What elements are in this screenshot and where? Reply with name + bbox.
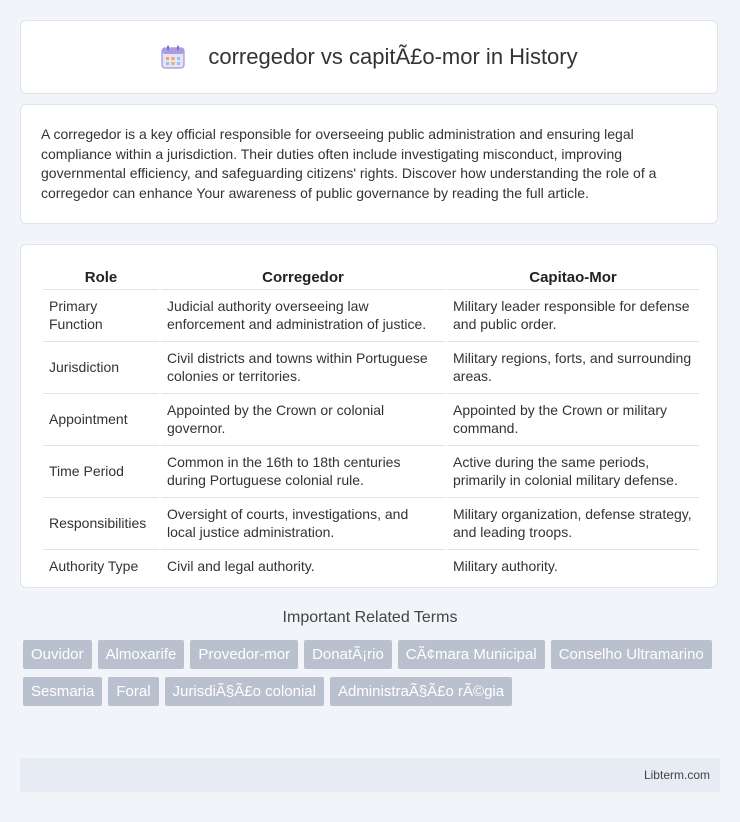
table-cell-corregedor: Judicial authority overseeing law enforcement and administration of justice. [161, 290, 445, 342]
related-term-tag[interactable]: Almoxarife [98, 640, 185, 669]
table-cell-capitao-mor: Military organization, defense strategy, and leading troops. [447, 498, 699, 550]
intro-card [20, 104, 718, 224]
related-term-tag[interactable]: AdministraÃ§Ã£o rÃ©gia [330, 677, 512, 706]
related-term-tag[interactable]: Conselho Ultramarino [551, 640, 712, 669]
related-term-tag[interactable]: CÃ¢mara Municipal [398, 640, 545, 669]
table-header-row [43, 265, 699, 290]
related-term-tag[interactable]: Sesmaria [23, 677, 102, 706]
table-cell-capitao-mor: Military leader responsible for defense and public order. [447, 290, 699, 342]
related-terms-title: Important Related Terms [282, 609, 458, 626]
related-term-tag[interactable]: DonatÃ¡rio [304, 640, 392, 669]
table-row [43, 498, 699, 550]
column-header-corregedor: Corregedor [161, 265, 445, 290]
related-terms-list [23, 640, 723, 714]
table-cell-corregedor: Oversight of courts, investigations, and local justice administration. [161, 498, 445, 550]
table-row [43, 290, 699, 342]
footer-site-link[interactable]: Libterm.com [643, 768, 710, 782]
table-cell-capitao-mor: Military regions, forts, and surrounding areas. [447, 342, 699, 394]
table-cell-corregedor: Appointed by the Crown or colonial governor. [161, 394, 445, 446]
table-cell-capitao-mor: Active during the same periods, primarily in colonial military defense. [447, 446, 699, 498]
table-cell-role: Jurisdiction [43, 342, 159, 394]
comparison-table [41, 265, 701, 583]
table-cell-role: Responsibilities [43, 498, 159, 550]
table-cell-capitao-mor: Military authority. [453, 558, 558, 574]
comparison-card [20, 244, 718, 588]
related-term-tag[interactable]: Provedor-mor [190, 640, 298, 669]
related-term-tag[interactable]: Foral [108, 677, 158, 706]
table-row [43, 446, 699, 498]
table-cell-corregedor: Common in the 16th to 18th centuries during Portuguese colonial rule. [161, 446, 445, 498]
intro-text: A corregedor is a key official responsible for overseeing public administration and ensuring legal compliance within a jurisdiction. Their duties often include investigating misconduct, improving governmental efficiency, and safeguarding citizens' rights. Discover how understanding the role of a corregedor can enhance Your awareness of public governance by reading the full article. [41, 126, 657, 201]
table-cell-capitao-mor: Appointed by the Crown or military command. [447, 394, 699, 446]
table-cell-role: Time Period [43, 446, 159, 498]
table-cell-corregedor: Civil districts and towns within Portuguese colonies or territories. [161, 342, 445, 394]
calendar-icon [160, 44, 186, 70]
table-row [43, 342, 699, 394]
table-cell-role: Authority Type [49, 558, 139, 574]
footer [20, 758, 720, 792]
column-header-role: Role [43, 265, 159, 290]
page-title: corregedor vs capitÃ£o-mor in History [208, 44, 578, 69]
table-cell-role: Appointment [43, 394, 159, 446]
table-row [43, 394, 699, 446]
table-cell-corregedor: Civil and legal authority. [167, 558, 315, 574]
table-row [43, 550, 699, 583]
related-term-tag[interactable]: JurisdiÃ§Ã£o colonial [165, 677, 324, 706]
related-term-tag[interactable]: Ouvidor [23, 640, 92, 669]
title-card [20, 20, 718, 94]
column-header-capitao-mor: Capitao-Mor [447, 265, 699, 290]
table-cell-role: Primary Function [43, 290, 159, 342]
